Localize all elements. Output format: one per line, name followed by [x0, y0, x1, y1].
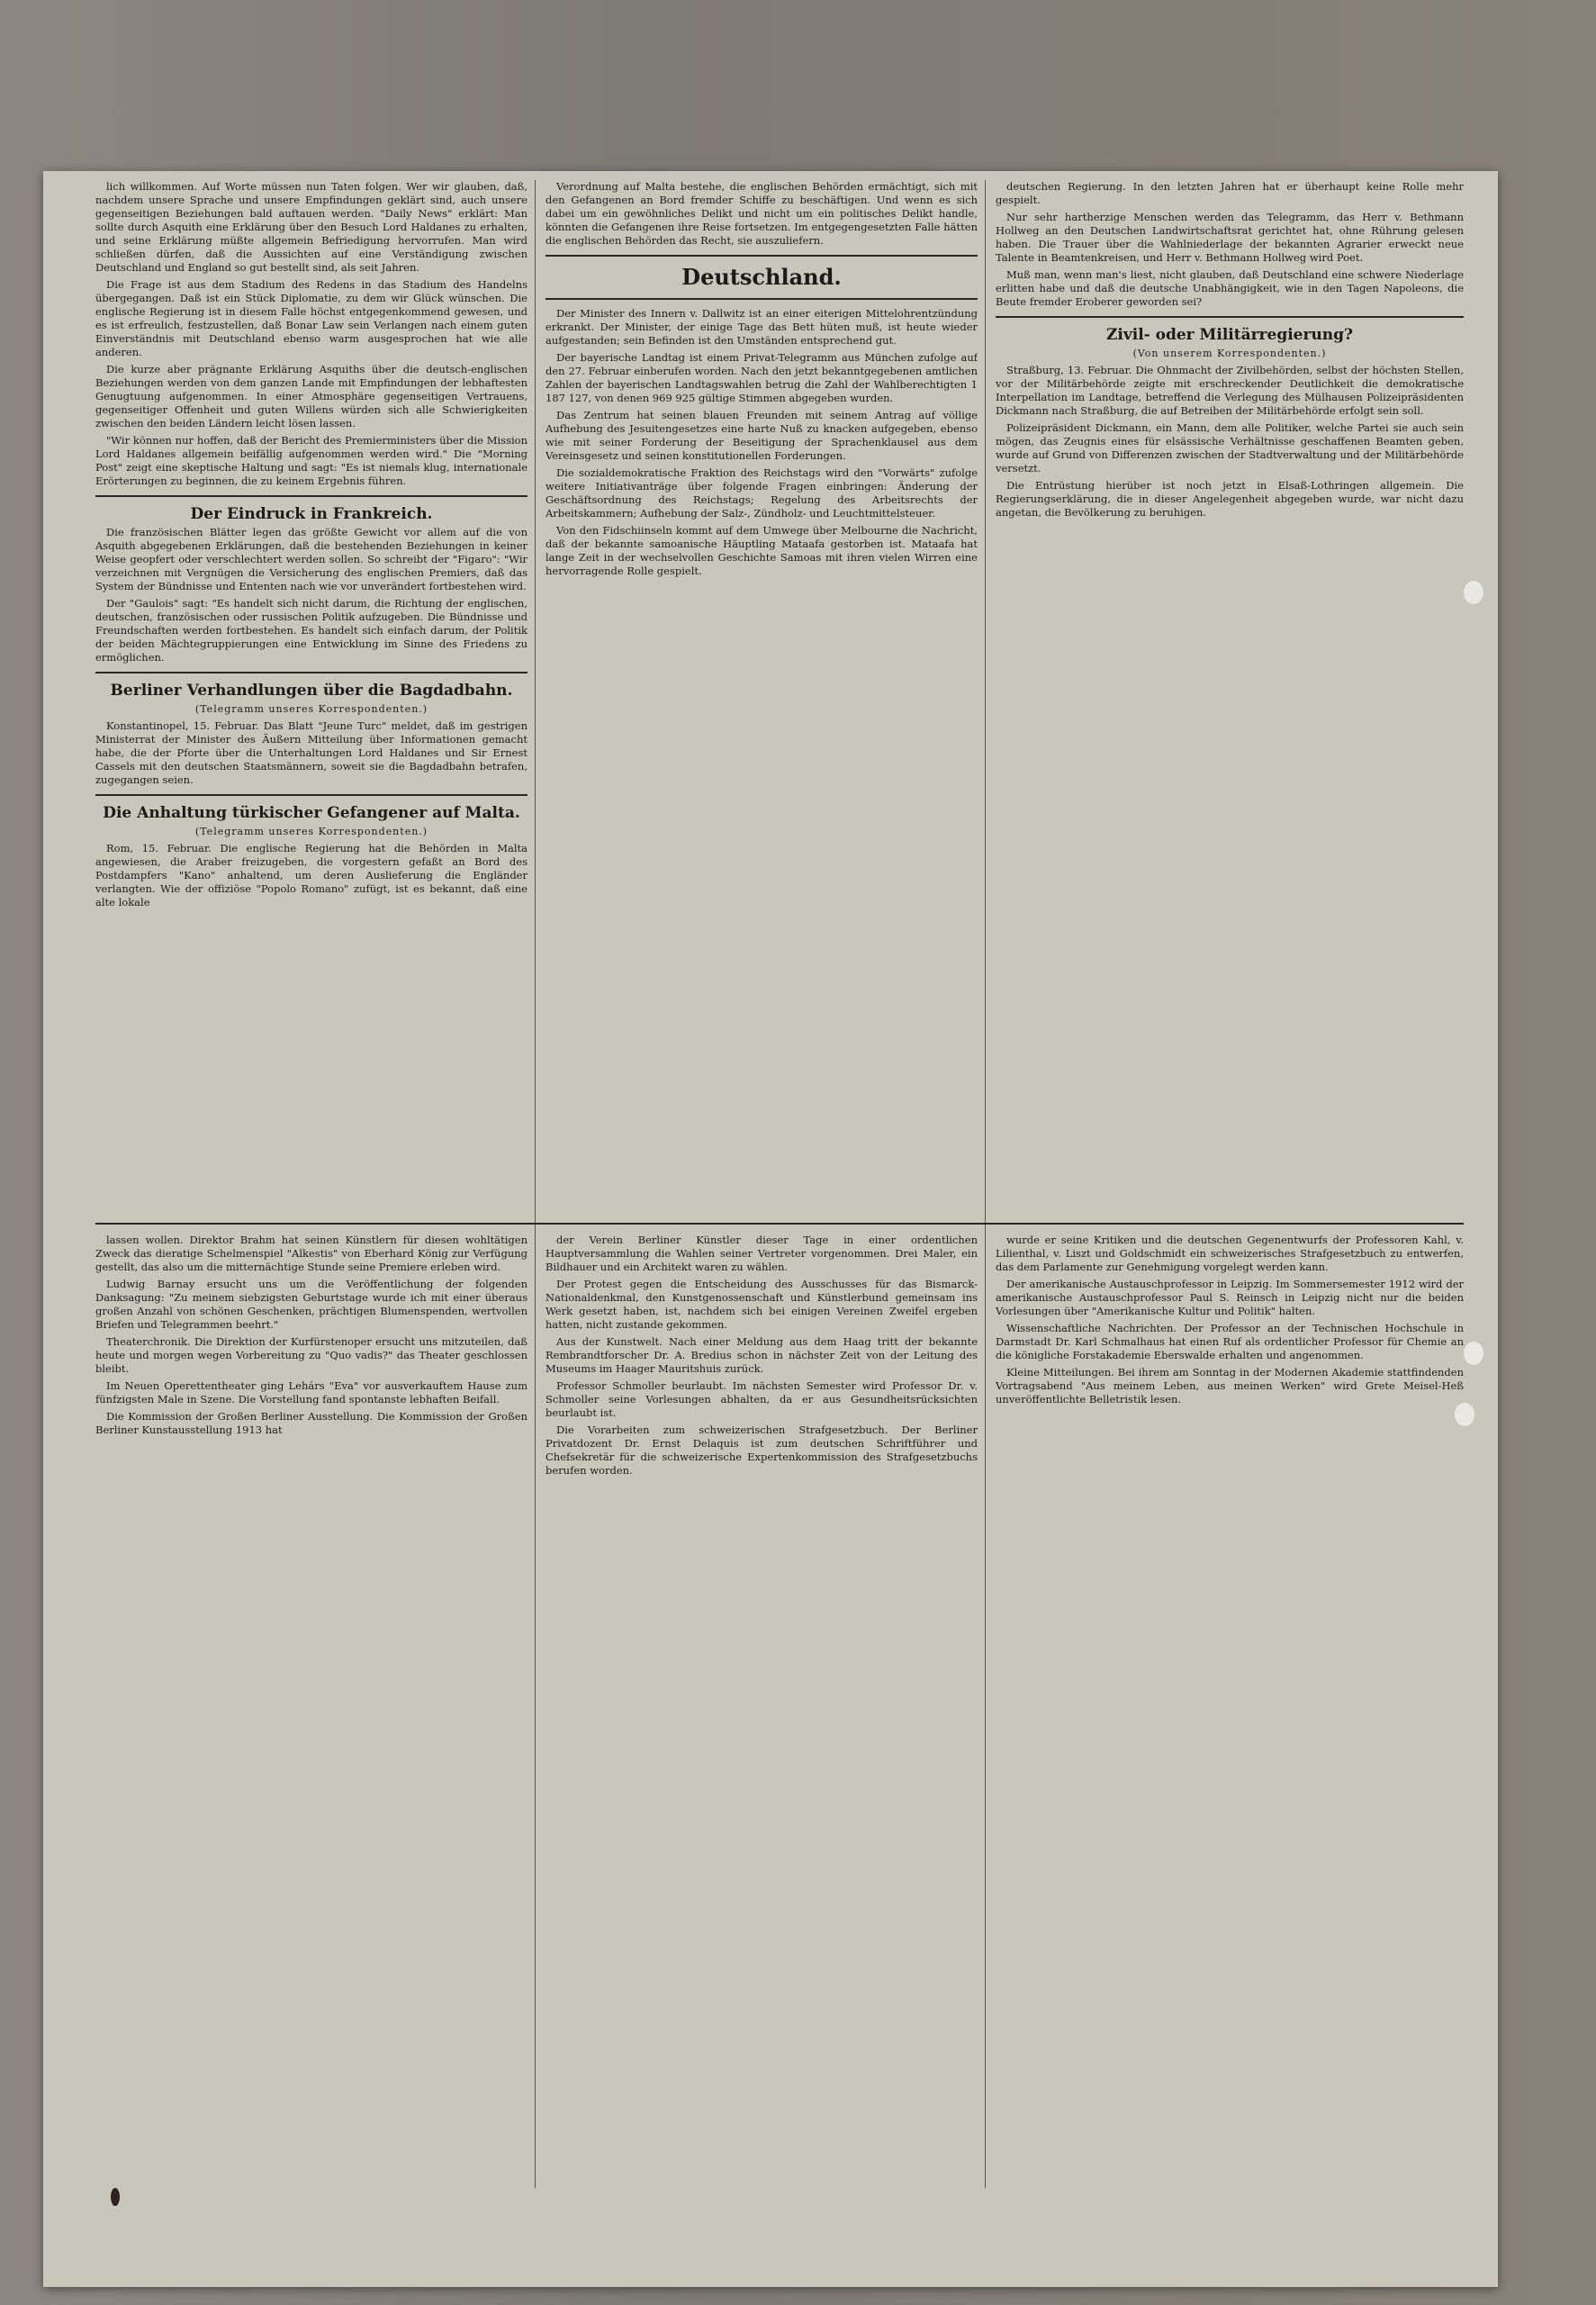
paragraph: Professor Schmoller beurlaubt. Im nächsten Semester wird Professor Dr. v. Schmoller seine Vorlesungen abhalten, da er aus Gesundheitsrücksichten beurlaubt ist.	[546, 1379, 978, 1419]
column-separator	[985, 180, 986, 2188]
paragraph: deutschen Regierung. In den letzten Jahren hat er überhaupt keine Rolle mehr gespielt.	[996, 180, 1464, 206]
paragraph: Ludwig Barnay ersucht uns um die Veröffentlichung der folgenden Danksagung: "Zu meinem siebzigsten Geburtstage wurde ich mit einer überaus großen Anzahl von schönen Geschenken, prächtigen Blumenspenden, wertvollen Briefen und Telegrammen beehrt."	[95, 1278, 527, 1331]
heading-france: Der Eindruck in Frankreich.	[190, 505, 433, 523]
divider	[546, 255, 978, 257]
paragraph: Das Zentrum hat seinen blauen Freunden mit seinem Antrag auf völlige Aufhebung des Jesuitengesetzes eine harte Nuß zu knacken aufgegeben, ebenso wie mit seiner Forderung der Beseitigung der Sprachenklausel aus dem Vereinsgesetz und seinen konstitutionellen Forderungen.	[546, 409, 978, 462]
paragraph: lich willkommen. Auf Worte müssen nun Taten folgen. Wer wir glauben, daß, nachdem unsere Sprache und unsere Empfindungen geklärt sind, auch unsere gegenseitigen Beziehungen bald auftauen werden. "Daily News" erklärt: Man sollte durch Asquith eine Erklärung über den Besuch Lord Haldanes zu erhalten, und seine Erklärung müßte allgemein Befriedigung hervorrufen. Man wird schließen dürfen, daß die Aussichten auf eine Verständigung zwischen Deutschland und England so gut bestellt sind, als seit Jahren.	[95, 180, 527, 274]
paragraph: Der Minister des Innern v. Dallwitz ist an einer eiterigen Mittelohrentzündung erkrankt. Der Minister, der einige Tage das Bett hüten muß, ist heute wieder aufgestanden; sein Befinden ist den Umständen entsprechend gut.	[546, 307, 978, 347]
heading-bagdad: Berliner Verhandlungen über die Bagdadbahn.	[110, 682, 513, 700]
heading-zivil: Zivil- oder Militärregierung?	[1105, 326, 1354, 344]
paragraph: Der amerikanische Austauschprofessor in Leipzig. Im Sommersemester 1912 wird der amerikanische Austauschprofessor Paul S. Reinsch in Leipzig nicht nur die beiden Vorlesungen über "Amerikanische Kultur und Politik" halten.	[996, 1278, 1464, 1317]
paragraph: Von den Fidschiinseln kommt auf dem Umwege über Melbourne die Nachricht, daß der bekannte samoanische Häuptling Mataafa gestorben ist. Mataafa hat lange Zeit in der wechselvollen Geschichte Samoas mit ihren vielen Wirren eine hervorragende Rolle gespielt.	[546, 524, 978, 577]
column-separator	[535, 180, 536, 2188]
lower-column-1	[95, 1234, 527, 2188]
paragraph: Die Frage ist aus dem Stadium des Redens in das Stadium des Handelns übergegangen. Daß ist ein Stück Diplomatie, zu dem wir Glück wünschen. Die englische Regierung ist in diesem Falle höchst entgegenkommend gewesen, und es ist erfreulich, festzustellen, daß Bonar Law sein Verlangen nach einem guten Einverständnis mit Deutschland ebenso warm ausgesprochen hat wie alle anderen.	[95, 278, 527, 358]
subheading-bagdad: (Telegramm unseres Korrespondenten.)	[194, 703, 428, 715]
divider	[95, 672, 527, 673]
punch-hole	[1455, 1403, 1474, 1426]
feuilleton-separator	[95, 1223, 1464, 1225]
paragraph: Muß man, wenn man's liest, nicht glauben, daß Deutschland eine schwere Niederlage erlitten habe und daß die deutsche Unabhängigkeit, wie in den Tagen Napoleons, die Beute fremder Eroberer geworden sei?	[996, 268, 1464, 308]
divider	[996, 316, 1464, 318]
ink-stain	[111, 2188, 120, 2206]
paragraph: Aus der Kunstwelt. Nach einer Meldung aus dem Haag tritt der bekannte Rembrandtforscher Dr. A. Bredius schon in nächster Zeit von der Leitung des Museums im Haager Mauritshuis zurück.	[546, 1335, 978, 1375]
punch-hole	[1464, 1342, 1483, 1365]
lower-column-3	[996, 1234, 1464, 2188]
paragraph: Der "Gaulois" sagt: "Es handelt sich nicht darum, die Richtung der englischen, deutschen, französischen oder russischen Politik aufzugeben. Die Bündnisse und Freundschaften werden fortbestehen. Es handelt sich einfach darum, der Politik der beiden Mächtegruppierungen eine Entwicklung im Sinne des Friedens zu ermöglichen.	[95, 597, 527, 664]
paragraph: Die französischen Blätter legen das größte Gewicht vor allem auf die von Asquith abgegebenen Erklärungen, daß die bestehenden Beziehungen in keiner Weise geopfert oder verschlechtert werden sollen. So schreibt der "Figaro": "Wir verzeichnen mit Vergnügen die Versicherung des englischen Premiers, daß das System der Bündnisse und Ententen nach wie vor unverändert fortbestehen wird.	[95, 526, 527, 592]
paragraph: Nur sehr hartherzige Menschen werden das Telegramm, das Herr v. Bethmann Hollweg an den Deutschen Landwirtschaftsrat gerichtet hat, ohne Rührung gelesen haben. Die Trauer über die Wahlniederlage der bekannten Agrarier erweckt neue Talente in Beamtenkreisen, und Herr v. Bethmann Hollweg wird Poet.	[996, 211, 1464, 264]
paragraph: Die Kommission der Großen Berliner Ausstellung. Die Kommission der Großen Berliner Kunstausstellung 1913 hat	[95, 1410, 527, 1436]
heading-malta: Die Anhaltung türkischer Gefangener auf Malta.	[103, 804, 520, 822]
divider	[546, 298, 978, 300]
paragraph: Die kurze aber prägnante Erklärung Asquiths über die deutsch-englischen Beziehungen werden von dem ganzen Lande mit Empfindungen der lebhaftesten Genugtuung aufgenommen. In einer Atmosphäre gegenseitigen Vertrauens, gegenseitiger Offenheit und guten Willens würden sich alle Schwierigkeiten zwischen den beiden Ländern leicht lösen lassen.	[95, 363, 527, 429]
paragraph: Rom, 15. Februar. Die englische Regierung hat die Behörden in Malta angewiesen, die Araber freizugeben, die vorgestern gefaßt an Bord des Postdampfers "Kano" anhaltend, um deren Auslieferung die Engländer verlangten. Wie der offiziöse "Popolo Romano" zufügt, ist es bekannt, daß eine alte lokale	[95, 842, 527, 908]
newspaper-page	[43, 171, 1498, 2287]
paragraph: Kleine Mitteilungen. Bei ihrem am Sonntag in der Modernen Akademie stattfindenden Vortragsabend "Aus meinem Leben, aus meinen Werken" wird Grete Meisel-Heß unveröffentlichte Belletristik lesen.	[996, 1366, 1464, 1406]
paragraph: Straßburg, 13. Februar. Die Ohnmacht der Zivilbehörden, selbst der höchsten Stellen, vor der Militärbehörde zeigte mit erschreckender Deutlichkeit die demokratische Interpellation im Landtage, betreffend die Verlegung des Mülhausen Polizeipräsidenten Dickmann nach Straßburg, die auf Betreiben der Militärbehörde erfolgt sein soll.	[996, 364, 1464, 417]
paragraph: Theaterchronik. Die Direktion der Kurfürstenoper ersucht uns mitzuteilen, daß heute und morgen wegen Vorbereitung zu "Quo vadis?" das Theater geschlossen bleibt.	[95, 1335, 527, 1375]
paragraph: Konstantinopel, 15. Februar. Das Blatt "Jeune Turc" meldet, daß im gestrigen Ministerrat der Minister des Äußern Mitteilung über Informationen gemacht habe, die der Pforte über die Unterhaltungen Lord Haldanes und Sir Ernest Cassels mit den deutschen Staatsmännern, soweit sie die Bagdadbahn betrafen, zugegangen seien.	[95, 719, 527, 786]
column-1-intro	[95, 180, 527, 488]
paragraph: wurde er seine Kritiken und die deutschen Gegenentwurfs der Professoren Kahl, v. Lilienthal, v. Liszt und Goldschmidt ein schweizerisches Strafgesetzbuch zu entwerfen, das dem Parlamente zur Genehmigung vorgelegt werden kann.	[996, 1234, 1464, 1273]
divider	[95, 495, 527, 497]
paragraph: Die sozialdemokratische Fraktion des Reichstags wird den "Vorwärts" zufolge weitere Initiativanträge über folgende Fragen einbringen: Änderung der Geschäftsordnung des Reichstags; Regelung des Arbeitsrechts der Arbeitskammern; Aufhebung der Salz-, Zündholz- und Leuchtmittelsteuer.	[546, 466, 978, 520]
punch-hole	[1464, 581, 1483, 604]
paragraph: Die Vorarbeiten zum schweizerischen Strafgesetzbuch. Der Berliner Privatdozent Dr. Ernst Delaquis ist zum deutschen Schriftführer und Chefsekretär für die schweizerische Expertenkommission des Strafgesetzbuchs berufen worden.	[546, 1424, 978, 1477]
paragraph: Verordnung auf Malta bestehe, die englischen Behörden ermächtigt, sich mit den Gefangenen an Bord fremder Schiffe zu beschäftigen. Und wenn es sich dabei um ein gewöhnliches Delikt und nicht um ein politisches Delikt handle, könnten die Gefangenen ihre Reise fortsetzen. Im entgegengesetzten Falle hätten die englischen Behörden das Recht, sie auszuliefern.	[546, 180, 978, 247]
paragraph: Wissenschaftliche Nachrichten. Der Professor an der Technischen Hochschule in Darmstadt Dr. Karl Schmalhaus hat einen Ruf als ordentlicher Professor für Chemie an die königliche Forstakademie Eberswalde erhalten und angenommen.	[996, 1322, 1464, 1361]
paragraph: lassen wollen. Direktor Brahm hat seinen Künstlern für diesen wohltätigen Zweck das dieratige Schelmenspiel "Alkestis" von Eberhard König zur Verfügung gestellt, das also um die mitternächtige Stunde seine Premiere erleben wird.	[95, 1234, 527, 1273]
paragraph: Der bayerische Landtag ist einem Privat-Telegramm aus München zufolge auf den 27. Februar einberufen worden. Nach den jetzt bekanntgegebenen amtlichen Zahlen der bayerischen Landtagswahlen betrug die Zahl der Wahlberechtigten 1 187 127, von denen 969 925 gültige Stimmen abgegeben wurden.	[546, 351, 978, 404]
divider	[95, 794, 527, 796]
paragraph: Die Entrüstung hierüber ist noch jetzt in Elsaß-Lothringen allgemein. Die Regierungserklärung, die in dieser Angelegenheit abgegeben wurde, war nicht dazu angetan, die Bevölkerung zu beruhigen.	[996, 479, 1464, 519]
subheading-zivil: (Von unserem Korrespondenten.)	[1132, 348, 1327, 359]
paragraph: Im Neuen Operettentheater ging Lehárs "Eva" vor ausverkauftem Hause zum fünfzigsten Male in Szene. Die Vorstellung fand spontanste lebhaften Beifall.	[95, 1379, 527, 1406]
paragraph: "Wir können nur hoffen, daß der Bericht des Premierministers über die Mission Lord Haldanes allgemein beifällig aufgenommen werden wird." Die "Morning Post" zeigt eine skeptische Haltung und sagt: "Es ist niemals klug, internationale Erörterungen zu beginnen, die zu keinem Ergebnis führen.	[95, 434, 527, 487]
column-3	[996, 180, 1464, 1216]
column-1	[95, 180, 527, 1216]
paragraph: Der Protest gegen die Entscheidung des Ausschusses für das Bismarck-Nationaldenkmal, den Kunstgenossenschaft und Künstlerbund gemeinsam ins Werk gesetzt haben, ist, nachdem sich bei einigen Vereinen Zweifel ergeben hatten, nicht zustande gekommen.	[546, 1278, 978, 1331]
paragraph: Polizeipräsident Dickmann, ein Mann, dem alle Politiker, welche Partei sie auch sein mögen, das Zeugnis eines für elsässische Verhältnisse geschaffenen Beamten geben, wurde auf Grund von Differenzen zwischen der Stadtverwaltung und der Militärbehörde versetzt.	[996, 421, 1464, 475]
heading-deutschland: Deutschland.	[681, 264, 842, 290]
lower-column-2	[546, 1234, 978, 2188]
paragraph: der Verein Berliner Künstler dieser Tage in einer ordentlichen Hauptversammlung die Wahlen seiner Vertreter vorgenommen. Drei Maler, ein Bildhauer und ein Architekt waren zu wählen.	[546, 1234, 978, 1273]
column-2	[546, 180, 978, 1216]
subheading-malta: (Telegramm unseres Korrespondenten.)	[194, 826, 428, 837]
